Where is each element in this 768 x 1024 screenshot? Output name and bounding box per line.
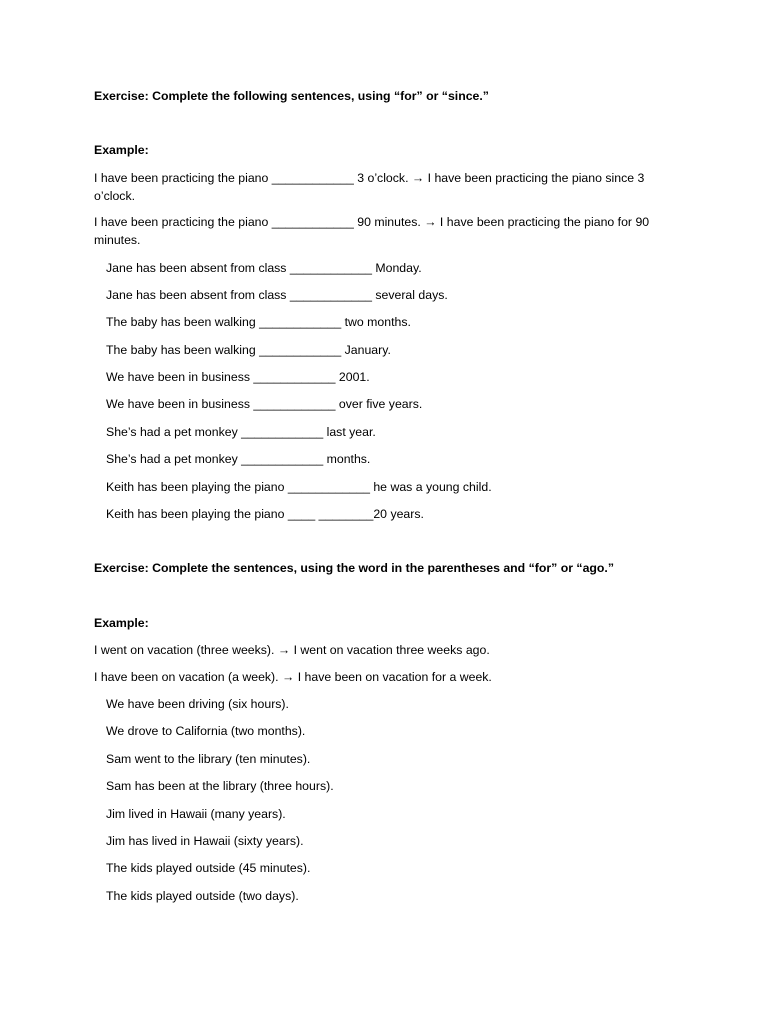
exercise-1-item-5: We have been in business ____________ 2001. — [106, 370, 370, 384]
exercise-1-heading: Exercise: Complete the following sentences, using “for” or “since.” — [94, 89, 489, 103]
exercise-1-item-4: The baby has been walking ____________ January. — [106, 343, 391, 357]
exercise-2-example-2: I have been on vacation (a week). → I have been on vacation for a week. — [94, 670, 492, 684]
exercise-1-item-3: The baby has been walking ____________ two months. — [106, 315, 411, 329]
exercise-1-example-2: I have been practicing the piano ____________ 90 minutes. → I have been practicing the piano for 90 minutes. — [94, 215, 650, 247]
exercise-2-item-7: The kids played outside (45 minutes). — [106, 861, 311, 875]
exercise-2-item-6: Jim has lived in Hawaii (sixty years). — [106, 834, 304, 848]
exercise-2-item-1: We have been driving (six hours). — [106, 697, 289, 711]
exercise-1-item-8: She’s had a pet monkey ____________ months. — [106, 452, 371, 466]
exercise-2-heading: Exercise: Complete the sentences, using the word in the parentheses and “for” or “ago.” — [94, 561, 614, 575]
exercise-1-item-9: Keith has been playing the piano ____________ he was a young child. — [106, 480, 492, 494]
exercise-1-example-1: I have been practicing the piano ____________ 3 o’clock. → I have been practicing the piano since 3 o’clock. — [94, 171, 645, 203]
exercise-2-item-8: The kids played outside (two days). — [106, 889, 299, 903]
exercise-2-item-4: Sam has been at the library (three hours). — [106, 779, 334, 793]
exercise-1-item-1: Jane has been absent from class ____________ Monday. — [106, 261, 422, 275]
exercise-2-item-2: We drove to California (two months). — [106, 724, 306, 738]
exercise-2-item-5: Jim lived in Hawaii (many years). — [106, 807, 286, 821]
exercise-1-item-6: We have been in business ____________ over five years. — [106, 397, 423, 411]
exercise-2-example-label: Example: — [94, 616, 149, 630]
exercise-1-example-label: Example: — [94, 143, 149, 157]
exercise-1-item-7: She’s had a pet monkey ____________ last year. — [106, 425, 376, 439]
exercise-2-item-3: Sam went to the library (ten minutes). — [106, 752, 311, 766]
exercise-1-item-2: Jane has been absent from class ____________ several days. — [106, 288, 448, 302]
exercise-1-item-10: Keith has been playing the piano ____ ________20 years. — [106, 507, 424, 521]
exercise-2-example-1: I went on vacation (three weeks). → I went on vacation three weeks ago. — [94, 643, 490, 657]
